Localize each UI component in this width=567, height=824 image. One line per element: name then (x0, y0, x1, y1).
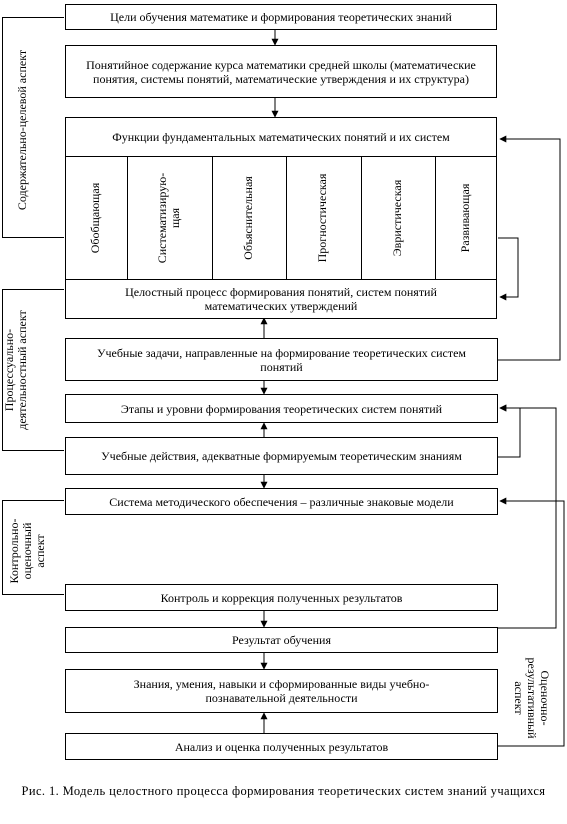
function-prognostic: Прогностическая (315, 173, 329, 263)
functions-title: Функции фундаментальных математических понятий и их систем (66, 118, 496, 157)
aspect-label-content-target: Содержательно-целевой аспект (15, 49, 29, 211)
aspect-label-control-evaluation: Контрольно- оценочный аспект (7, 518, 47, 584)
goals-box: Цели обучения математике и формирования теоретических знаний (65, 4, 497, 30)
aspect-label-evaluation-result: Оценочно- результативный аспект (512, 657, 552, 739)
content-box: Понятийное содержание курса математики средней школы (математические понятия, системы понятий, математические утверждения и их структура) (65, 45, 497, 98)
tasks-box: Учебные задачи, направленные на формирование теоретических систем понятий (65, 338, 498, 381)
aspect-bracket-content-target (2, 17, 64, 238)
result-box: Результат обучения (65, 627, 498, 653)
functions-block (65, 117, 497, 319)
control-box: Контроль и коррекция полученных результатов (65, 584, 498, 611)
function-heuristic: Эвристическая (390, 179, 404, 257)
holistic-process-box: Целостный процесс формирования понятий, систем понятий математических утверждений (125, 285, 437, 313)
function-developing: Развивающая (458, 183, 472, 253)
methodical-box: Система методического обеспечения – различные знаковые модели (65, 488, 498, 515)
aspect-label-process-activity: Процессуально- деятельностный аспект (2, 310, 29, 430)
functions-columns (66, 157, 496, 280)
actions-box: Учебные действия, адекватные формируемым теоретическим знаниям (65, 437, 498, 475)
stages-box: Этапы и уровни формирования теоретических систем понятий (65, 394, 498, 423)
figure-caption: Рис. 1. Модель целостного процесса формирования теоретических систем знаний учащихся (21, 784, 546, 798)
knowledge-box: Знания, умения, навыки и сформированные виды учебно-познавательной деятельности (65, 669, 498, 713)
analysis-box: Анализ и оценка полученных результатов (65, 733, 498, 760)
function-explanatory: Объяснительная (241, 176, 255, 260)
function-generalizing: Обобщающая (88, 182, 102, 254)
function-systematizing: Систематизирую- щая (155, 172, 182, 264)
